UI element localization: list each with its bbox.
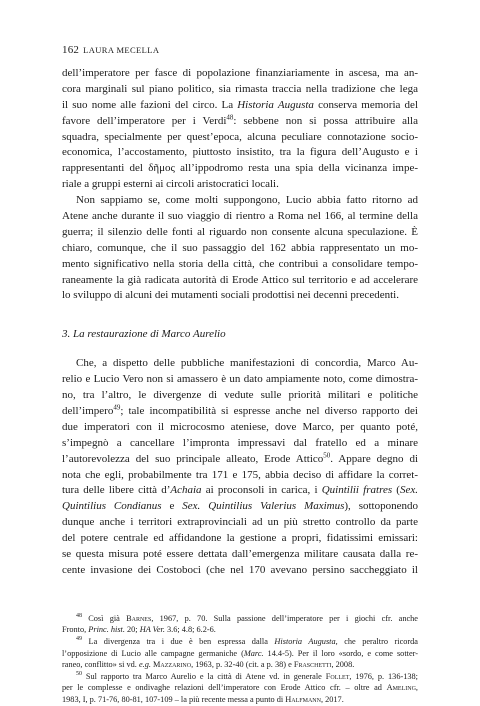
footnote-ref[interactable]: 50 xyxy=(323,451,331,460)
text-line: tura delle libere città d’Achaia ai proconsoli in carica, i Quintilii fratres (Sex. xyxy=(62,484,418,497)
footnote-line: raneo, conflitto» si vd. e.g. Mazzarino, 1963, p. 32-40 (cit. a p. 38) e Fraschetti, 2008. xyxy=(62,660,355,670)
text-line: chiaro, comunque, che il suo passaggio del 162 abbia rappresentato un mo- xyxy=(62,241,418,254)
footnote-50: $^{50}$ Sul rapporto tra Marco Aurelio e la città di Atene vd. in generale Follet, 1976, p. 136-138; xyxy=(76,671,418,681)
footnotes xyxy=(62,613,418,706)
text-line: relio e Lucio Vero non si amassero è un dato ampiamente noto, come dimostra- xyxy=(62,373,418,386)
text-line: nota che egli, probabilmente tra 171 e 175, abbia deciso di affidare la corret- xyxy=(62,468,418,481)
text-line: economica, l’accostamento, piuttosto insistito, tra la figura dell’Augusto e i xyxy=(62,146,418,159)
footnote-line: 1983, I, p. 71-76, 80-81, 107-109 – la più recente messa a punto di Halfmann, 2017. xyxy=(62,694,344,704)
paragraph xyxy=(62,193,418,304)
text-line: raneamente la già radicata autorità di Erode Attico sul territorio e ad accelerare xyxy=(62,273,418,286)
footnote-line: l’opposizione di Lucio alle campagne germaniche (Marc. 14.4-5). Per il loro «sordo, e come sotter- xyxy=(62,648,418,658)
text-line: s’impegnò a cancellare l’impronta impressavi dal fratello ed a minare xyxy=(62,436,418,449)
text-line: dell’impero$^{49}$; tale incompatibilità si espresse anche nel diverso rapporto dei xyxy=(62,404,418,418)
text-line: Atene anche durante il suo viaggio di rientro a Roma nel 166, al termine della xyxy=(62,210,418,223)
text-line: se questa misura poté essere dettata dall’emergenza militare causata dalla re- xyxy=(62,548,418,561)
text-line: cora marginali sul piano politico, sia rimasta traccia nella tradizione che lega xyxy=(62,82,418,95)
text-line: no, tra l’altro, le divergenze di vedute sulle priorità militari e politiche xyxy=(62,389,418,402)
text-line: Quintilius Condianus e Sex. Quintilius Valerius Maximus), sottoponendo xyxy=(62,500,418,513)
text-line: dell’imperatore per fasce di popolazione finanziariamente in ascesa, ma an- xyxy=(62,67,418,79)
text-line: rappresentanti del δῆμος all’ippodromo resta una spia della vicinanza impe- xyxy=(62,162,418,175)
running-author: LAURA MECELLA xyxy=(83,45,160,55)
text-line: squadra, specialmente per quest’epoca, alcuna peculiare connotazione socio- xyxy=(62,130,418,143)
section-heading: 3. La restaurazione di Marco Aurelio xyxy=(62,328,226,341)
footnote-48: $^{48}$ Così già Barnes, 1967, p. 70. Sulla passione dell’imperatore per i giochi cfr. anche xyxy=(76,613,418,623)
paragraph xyxy=(62,356,418,578)
page-number: 162 xyxy=(62,44,80,56)
text-line: riale a gruppi esterni ai circoli aristocratici locali. xyxy=(62,178,279,191)
text-line: del potere centrale ed affidandone la gestione a propri, fidatissimi emissari: xyxy=(62,532,418,545)
footnote-ref[interactable]: 48 xyxy=(226,113,234,122)
footnote-line: per le complesse e ondivaghe relazioni dell’imperatore con Erode Attico cfr. – oltre ad Ameling, xyxy=(62,683,418,693)
text-line: lo sviluppo di alcuni dei mutamenti sociali prodottisi nei decenni precedenti. xyxy=(62,289,399,302)
text-line: Che, a dispetto delle pubbliche manifestazioni di concordia, Marco Au- xyxy=(76,357,418,370)
page xyxy=(62,44,418,706)
text-line: cente invasione dei Costoboci (che nel 170 avevano persino saccheggiato il xyxy=(62,563,418,576)
text-line: guerra; il silenzio delle fonti al riguardo non consente alcuna speculazione. È xyxy=(62,225,418,238)
paragraph xyxy=(62,66,418,193)
text-line: il suo nome alle fazioni del circo. La Historia Augusta conserva memoria del xyxy=(62,98,418,111)
text-line: due imperatori con il microcosmo ateniese, dove Marco, per quanto poté, xyxy=(62,420,418,433)
footnote-49: $^{49}$ La divergenza tra i due è ben espressa dalla Historia Augusta, che peraltro ricorda xyxy=(76,636,418,647)
footnote-line: Fronto, Princ. hist. 20; HA Ver. 3.6; 4.8; 6.2-6. xyxy=(62,625,216,635)
text-line: l’autorevolezza del suo principale alleato, Erode Attico$^{50}$. Appare degno di xyxy=(62,451,418,465)
text-line: dunque anche i territori extraprovinciali ad un più stretto controllo da parte xyxy=(62,516,418,529)
text-line: Non sappiamo se, come molti suppongono, Lucio abbia fatto ritorno ad xyxy=(76,194,418,207)
footnote-ref[interactable]: 49 xyxy=(113,404,121,412)
running-header xyxy=(62,44,418,66)
text-line: favore dell’imperatore per i Verdi$^{48}$: sebbene non si possa attribuire alla xyxy=(62,113,418,127)
text-line: mento significativo nella storia della città, che contribuì a consolidare tempo- xyxy=(62,257,418,270)
